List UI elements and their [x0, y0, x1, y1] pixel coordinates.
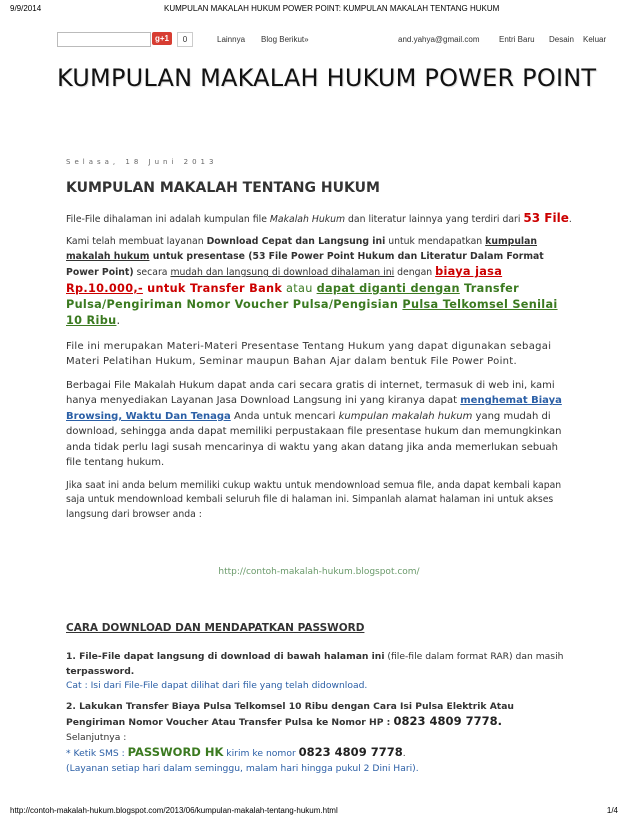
text-em: Makalah Hukum — [269, 214, 346, 225]
text: dan literatur lainnya yang terdiri dari — [345, 214, 524, 225]
step-1-note: Cat : Isi dari File-File dapat dilihat dari file yang telah didownload. — [66, 680, 368, 691]
text: kirim ke nomor — [223, 748, 299, 759]
text: File-File dihalaman ini adalah kumpulan file — [66, 214, 270, 225]
print-page-number: 1/4 — [606, 806, 618, 815]
blog-url-text[interactable]: http://contoh-makalah-hukum.blogspot.com/ — [218, 567, 420, 577]
step-2 — [66, 700, 576, 777]
blogger-navbar — [0, 30, 638, 50]
text: untuk mendapatkan — [385, 236, 486, 248]
text: Kami telah membuat layanan — [66, 236, 207, 248]
logout-link[interactable]: Keluar — [583, 35, 607, 44]
text: . — [568, 214, 572, 225]
text: Berbagai File Makalah Hukum dapat anda cari secara gratis di internet, termasuk di web ini, kami hanya menyediakan Layanan Jasa Download Langsung ini yang kiranya dapat — [66, 379, 555, 407]
text: dengan — [394, 267, 436, 279]
file-count: 53 File — [523, 211, 569, 225]
post-body — [66, 211, 576, 530]
next-blog-link[interactable]: Blog Berikut» — [261, 35, 309, 44]
text: . — [402, 748, 406, 759]
bank-transfer: untuk Transfer Bank — [142, 281, 283, 295]
service-hours: (Layanan setiap hari dalam seminggu, malam hari hingga pukul 2 Dini Hari). — [66, 762, 419, 774]
step-1 — [66, 650, 576, 694]
download-link[interactable]: mudah dan langsung di download dihalaman ini — [170, 267, 395, 279]
blog-title[interactable]: KUMPULAN MAKALAH HUKUM POWER POINT — [57, 64, 597, 92]
phone-number: 0823 4809 7778. — [393, 714, 502, 728]
text: secara — [133, 267, 171, 279]
alternative: dapat diganti dengan — [316, 281, 460, 295]
print-date: 9/9/2014 — [10, 4, 42, 13]
text: (file-file dalam format RAR) dan masih — [384, 651, 564, 662]
gplus-count: 0 — [177, 32, 193, 47]
price-label: biaya jasa — [435, 265, 503, 279]
text-bold: untuk presentase (53 File Power Point Hukum dan Literatur Dalam Format Power Point) — [66, 250, 544, 279]
steps — [66, 650, 576, 782]
step-2-title: 2. Lakukan Transfer Biaya Pulsa Telkomsel 10 Ribu dengan Cara Isi Pulsa Elektrik Atau Pengiriman Nomor Voucher Atau Transfer Pulsa ke Nomor HP : — [66, 700, 514, 728]
sms-keyword: PASSWORD HK — [127, 745, 224, 759]
text: Anda untuk mencari — [230, 410, 339, 422]
text: Selanjutnya : — [66, 731, 127, 743]
text: atau — [282, 281, 317, 295]
post-date: Selasa, 18 Juni 2013 — [66, 158, 218, 166]
print-url: http://contoh-makalah-hukum.blogspot.com/2013/06/kumpulan-makalah-tentang-hukum.html — [10, 806, 338, 815]
price: Rp.10.000,- — [66, 281, 143, 295]
paragraph-browsing — [66, 378, 576, 471]
sms-instruction: * Ketik SMS : — [66, 748, 128, 759]
text: yang mudah di download, sehingga anda dapat memiliki perpustakaan file presentase hukum dan memungkinkan anda tidak perlu lagi susah mencarinya di waktu yang akan datang jika anda memerlukan sebuah file tentang hukum. — [66, 410, 562, 469]
print-page-title: KUMPULAN MAKALAH HUKUM POWER POINT: KUMPULAN MAKALAH TENTANG HUKUM — [164, 4, 500, 13]
section-title: CARA DOWNLOAD DAN MENDAPATKAN PASSWORD — [66, 622, 365, 634]
savings-link[interactable]: menghemat Biaya Browsing, Waktu Dan Tenaga — [66, 395, 562, 422]
paragraph-service — [66, 235, 576, 329]
pulsa-transfer: Transfer Pulsa/Pengiriman Nomor Voucher Pulsa/Pengisian — [66, 281, 520, 312]
blog-url[interactable] — [0, 567, 638, 577]
text-bold: Download Cepat dan Langsung ini — [206, 236, 386, 248]
navbar-search-input[interactable] — [57, 32, 151, 47]
more-link[interactable]: Lainnya — [217, 35, 246, 44]
design-link[interactable]: Desain — [549, 35, 574, 44]
step-1-title: 1. File-File dapat langsung di download di bawah halaman ini — [66, 651, 385, 662]
paragraph-bookmark: Jika saat ini anda belum memiliki cukup waktu untuk mendownload semua file, anda dapat kembali kapan saja untuk mendownload kembali seluruh file di halaman ini. Simpanlah alamat halaman ini untuk akses langsung dari browser anda : — [66, 479, 562, 520]
text-bold: terpassword. — [66, 665, 135, 677]
collection-link[interactable]: kumpulan makalah hukum — [66, 236, 538, 262]
paragraph-description: File ini merupakan Materi-Materi Presentase Tentang Hukum yang dapat digunakan sebagai Materi Pelatihan Hukum, Seminar maupun Bahan Ajar dalam bentuk File Power Point. — [66, 340, 552, 368]
sms-phone-number: 0823 4809 7778 — [298, 745, 403, 759]
telkomsel-amount: Pulsa Telkomsel Senilai 10 Ribu — [66, 298, 558, 328]
post-title[interactable]: KUMPULAN MAKALAH TENTANG HUKUM — [66, 180, 380, 196]
paragraph-intro — [66, 211, 576, 227]
new-post-link[interactable]: Entri Baru — [499, 35, 535, 44]
text-em: kumpulan makalah hukum — [338, 410, 473, 422]
user-email: and.yahya@gmail.com — [398, 35, 480, 44]
text: . — [116, 314, 121, 328]
gplus-button[interactable]: g+1 — [152, 32, 172, 45]
